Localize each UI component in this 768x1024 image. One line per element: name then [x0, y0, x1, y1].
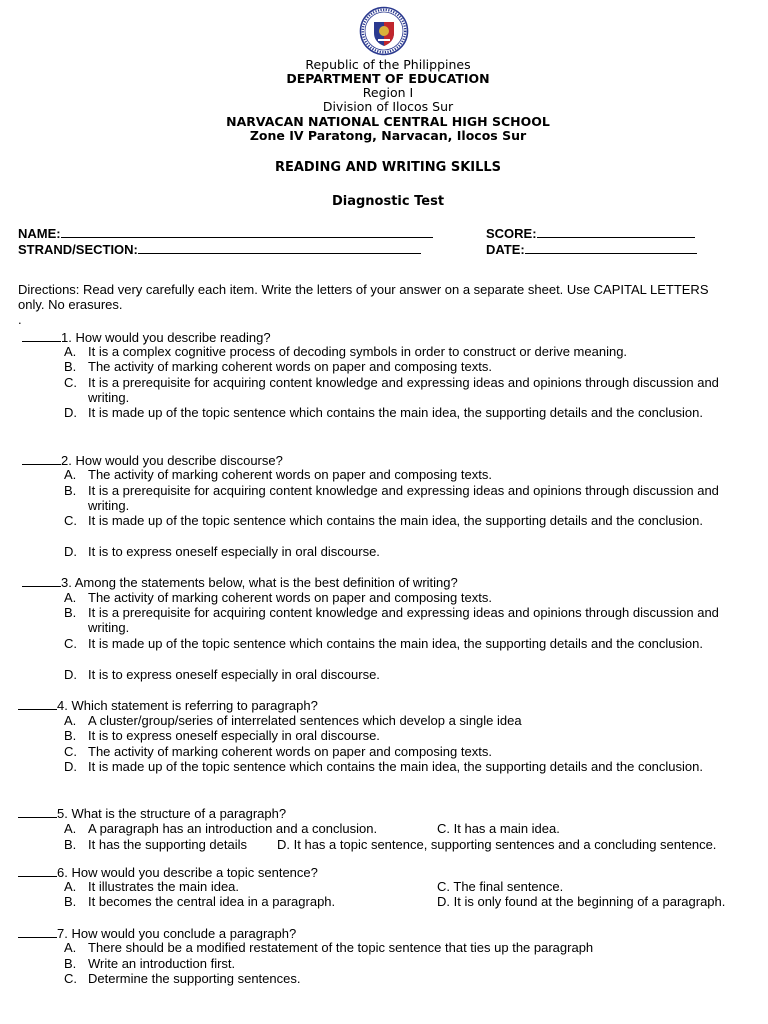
question-stem: [18, 697, 318, 713]
option-letter: D.: [64, 667, 77, 682]
option-text: It is to express oneself especially in oral discourse.: [88, 728, 380, 743]
question-stem: [22, 574, 458, 590]
option-text: It is a prerequisite for acquiring content knowledge and expressing ideas and opinions through discussion and writing.: [88, 483, 719, 514]
score-label: SCORE:: [486, 226, 537, 241]
option-text: It becomes the central idea in a paragraph.: [88, 894, 336, 909]
name-field[interactable]: [18, 225, 433, 241]
option-letter: B.: [64, 728, 77, 743]
option-c: [437, 821, 560, 836]
option-text: There should be a modified restatement of the topic sentence that ties up the paragraph: [88, 940, 594, 955]
question-stem: [22, 329, 271, 345]
strand-section-field[interactable]: [18, 241, 421, 257]
option-c: [437, 879, 563, 894]
question-text: 7. How would you conclude a paragraph?: [57, 926, 297, 941]
option-text: The activity of marking coherent words on paper and composing texts.: [88, 359, 492, 374]
question-stem: [18, 805, 286, 821]
option-letter: D.: [64, 405, 77, 420]
option-letter: B.: [64, 605, 77, 620]
answer-blank[interactable]: [22, 574, 61, 587]
option-letter: A.: [64, 821, 77, 836]
option-letter: A.: [64, 713, 77, 728]
option-letter: C.: [64, 636, 77, 651]
option-letter: A.: [64, 879, 77, 894]
question-stem: [18, 925, 296, 941]
name-label: NAME:: [18, 226, 61, 241]
option-d: [437, 894, 725, 909]
option-text: A paragraph has an introduction and a conclusion.: [88, 821, 378, 836]
option-text: The final sentence.: [453, 879, 564, 894]
header-region: Region I: [362, 85, 414, 100]
option-letter: A.: [64, 940, 77, 955]
option-letter: D.: [64, 544, 77, 559]
question-text: 6. How would you describe a topic sentence?: [57, 865, 318, 880]
answer-blank[interactable]: [18, 864, 57, 877]
subject-title: READING AND WRITING SKILLS: [274, 160, 502, 175]
option-letter: B.: [64, 956, 77, 971]
option-letter: C.: [64, 375, 77, 390]
option-text: It is made up of the topic sentence which contains the main idea, the supporting details and the conclusion.: [88, 636, 703, 651]
option-text: It has a main idea.: [453, 821, 560, 836]
header-school: NARVACAN NATIONAL CENTRAL HIGH SCHOOL: [226, 114, 550, 129]
option-d: [277, 837, 716, 852]
score-field[interactable]: [486, 225, 695, 241]
date-line[interactable]: [525, 241, 697, 254]
option-text: It is a prerequisite for acquiring content knowledge and expressing ideas and opinions through discussion and writing.: [88, 375, 719, 406]
option-letter: B.: [64, 894, 77, 909]
option-text: It has the supporting details: [88, 837, 247, 852]
option-letter: C.: [64, 971, 77, 986]
option-letter: A.: [64, 590, 77, 605]
score-line[interactable]: [537, 225, 695, 238]
option-letter: B.: [64, 359, 77, 374]
header-division: Division of Ilocos Sur: [322, 99, 454, 114]
option-letter: A.: [64, 344, 77, 359]
option-letter: B.: [64, 483, 77, 498]
option-text: It illustrates the main idea.: [88, 879, 240, 894]
strand-section-label: STRAND/SECTION:: [18, 242, 138, 257]
option-text: It is to express oneself especially in oral discourse.: [88, 667, 380, 682]
date-label: DATE:: [486, 242, 525, 257]
option-text: A cluster/group/series of interrelated sentences which develop a single idea: [88, 713, 522, 728]
option-text: It has a topic sentence, supporting sentences and a concluding sentence.: [293, 837, 717, 852]
option-text: It is a complex cognitive process of decoding symbols in order to construct or derive meaning.: [88, 344, 628, 359]
option-letter: A.: [64, 467, 77, 482]
header-country: Republic of the Philippines: [305, 57, 471, 72]
answer-blank[interactable]: [18, 697, 57, 710]
answer-blank[interactable]: [22, 329, 61, 342]
option-text: The activity of marking coherent words on paper and composing texts.: [88, 744, 492, 759]
question-stem: [22, 452, 283, 468]
option-letter: C.: [437, 879, 450, 894]
strand-section-line[interactable]: [138, 241, 421, 254]
directions-dot: .: [18, 312, 22, 327]
option-letter: C.: [437, 821, 450, 836]
name-line[interactable]: [61, 225, 433, 238]
header-department: DEPARTMENT OF EDUCATION: [286, 71, 490, 86]
option-letter: C.: [64, 744, 77, 759]
option-letter: D.: [437, 894, 450, 909]
option-text: Determine the supporting sentences.: [88, 971, 301, 986]
option-text: It is made up of the topic sentence which contains the main idea, the supporting details and the conclusion.: [88, 405, 703, 420]
test-title: Diagnostic Test: [331, 194, 445, 209]
option-text: It is made up of the topic sentence which contains the main idea, the supporting details and the conclusion.: [88, 759, 703, 774]
option-text: The activity of marking coherent words on paper and composing texts.: [88, 590, 492, 605]
option-letter: D.: [64, 759, 77, 774]
answer-blank[interactable]: [18, 805, 57, 818]
deped-seal-icon: [356, 6, 412, 56]
question-text: 2. How would you describe discourse?: [61, 453, 283, 468]
answer-blank[interactable]: [18, 925, 57, 938]
question-text: 4. Which statement is referring to paragraph?: [57, 698, 318, 713]
option-text: It is made up of the topic sentence which contains the main idea, the supporting details and the conclusion.: [88, 513, 703, 528]
date-field[interactable]: [486, 241, 697, 257]
answer-blank[interactable]: [22, 452, 61, 465]
directions: Directions: Read very carefully each item. Write the letters of your answer on a separate sheet. Use CAPITAL LETTERS only. No erasures.: [18, 282, 709, 313]
option-text: It is only found at the beginning of a paragraph.: [453, 894, 726, 909]
question-stem: [18, 864, 318, 880]
option-text: Write an introduction first.: [88, 956, 236, 971]
question-text: 1. How would you describe reading?: [61, 330, 271, 345]
question-text: 3. Among the statements below, what is the best definition of writing?: [61, 575, 458, 590]
question-text: 5. What is the structure of a paragraph?: [57, 806, 287, 821]
header-address: Zone IV Paratong, Narvacan, Ilocos Sur: [249, 128, 527, 143]
option-text: It is to express oneself especially in oral discourse.: [88, 544, 380, 559]
option-letter: C.: [64, 513, 77, 528]
option-letter: B.: [64, 837, 77, 852]
option-text: It is a prerequisite for acquiring content knowledge and expressing ideas and opinions through discussion and writing.: [88, 605, 719, 636]
option-text: The activity of marking coherent words on paper and composing texts.: [88, 467, 492, 482]
option-letter: D.: [277, 837, 290, 852]
